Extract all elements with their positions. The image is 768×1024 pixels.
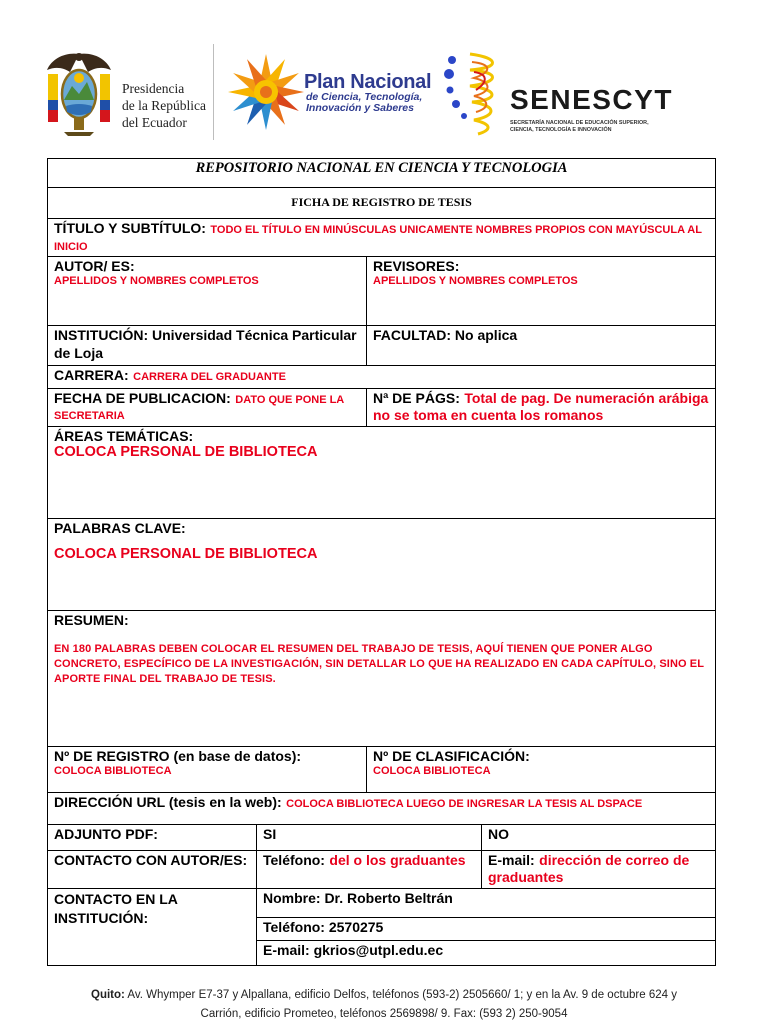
fecha-field[interactable] <box>48 389 367 427</box>
thesis-registration-form <box>47 158 716 966</box>
autor-field[interactable] <box>48 257 367 326</box>
areas-label: ÁREAS TEMÁTICAS: <box>54 428 194 444</box>
presidencia-text <box>122 80 206 131</box>
resumen-label: RESUMEN: <box>54 612 129 628</box>
plan-subtitle-line-2: Innovación y Saberes <box>306 102 414 114</box>
senescyt-subtitle-line-2: CIENCIA, TECNOLOGÍA E INNOVACIÓN <box>510 127 612 133</box>
adjunto-label-cell <box>48 825 257 851</box>
contacto-inst-email-text: E-mail: gkrios@utpl.edu.ec <box>263 942 444 958</box>
contacto-autor-email-label: E-mail: <box>488 852 535 868</box>
senescyt-title: SENESCYT <box>510 84 673 115</box>
institucion-field[interactable] <box>48 326 367 366</box>
autor-value: APELLIDOS Y NOMBRES COMPLETOS <box>54 275 259 287</box>
fecha-value: DATO QUE PONE LA SECRETARIA <box>54 394 344 422</box>
palabras-field[interactable] <box>48 519 716 611</box>
contacto-inst-label: CONTACTO EN LA INSTITUCIÓN: <box>54 891 178 926</box>
revisores-field[interactable] <box>367 257 716 326</box>
url-field[interactable] <box>48 793 716 825</box>
institucion-label: INSTITUCIÓN: Universidad Técnica Particular de Loja <box>54 327 357 361</box>
ecuador-coat-of-arms-icon <box>44 48 114 138</box>
clasificacion-value: COLOCA BIBLIOTECA <box>373 765 491 777</box>
contacto-inst-telefono[interactable] <box>257 918 716 941</box>
footer-line-1-text: Av. Whymper E7-37 y Alpallana, edificio Delfos, teléfonos (593-2) 2505660/ 1; y en la Av. 9 de octubre 624 y <box>127 989 677 1001</box>
contacto-autor-telefono[interactable] <box>257 851 482 889</box>
form-title-text: FICHA DE REGISTRO DE TESIS <box>291 195 472 209</box>
contacto-autor-email[interactable] <box>482 851 716 889</box>
footer-line-2: Carrión, edificio Prometeo, teléfonos 2569898/ 9. Fax: (593 2) 250-9054 <box>200 1008 568 1020</box>
url-value: COLOCA BIBLIOTECA LUEGO DE INGRESAR LA TESIS AL DSPACE <box>286 798 643 810</box>
registro-label: Nº DE REGISTRO (en base de datos): <box>54 748 302 764</box>
senescyt-subtitle-line-1: SECRETARÍA NACIONAL DE EDUCACIÓN SUPERIOR, <box>510 120 649 126</box>
plan-nacional-logo <box>224 50 434 140</box>
plan-nacional-subtitle <box>306 92 422 114</box>
carrera-label: CARRERA: <box>54 367 129 383</box>
dots-helix-logo-icon <box>440 50 510 136</box>
palabras-value: COLOCA PERSONAL DE BIBLIOTECA <box>54 546 318 562</box>
url-label: DIRECCIÓN URL (tesis en la web): <box>54 794 282 810</box>
palabras-label: PALABRAS CLAVE: <box>54 520 186 536</box>
revisores-label: REVISORES: <box>373 258 460 274</box>
contacto-inst-nombre[interactable] <box>257 889 716 918</box>
plan-subtitle-line-1: de Ciencia, Tecnología, <box>306 91 423 103</box>
footer-address <box>0 986 768 1024</box>
footer-line-1 <box>0 986 768 1005</box>
presidencia-line-3: del Ecuador <box>122 115 187 130</box>
contacto-inst-telefono-text: Teléfono: 2570275 <box>263 919 384 935</box>
senescyt-logo <box>440 50 700 140</box>
form-title <box>48 188 716 219</box>
areas-value: COLOCA PERSONAL DE BIBLIOTECA <box>54 444 318 460</box>
repository-title: REPOSITORIO NACIONAL EN CIENCIA Y TECNOLOGIA <box>48 159 716 188</box>
contacto-inst-email[interactable] <box>257 941 716 966</box>
adjunto-label: ADJUNTO PDF: <box>54 826 158 842</box>
plan-nacional-title: Plan Nacional <box>304 71 432 93</box>
footer-city: Quito: <box>91 989 125 1001</box>
paginas-field[interactable] <box>367 389 716 427</box>
resumen-value: EN 180 PALABRAS DEBEN COLOCAR EL RESUMEN DEL TRABAJO DE TESIS, AQUÍ TIENEN QUE PONER ALGO CONCRETO, ESPECÍFICO DE LA INVESTIGACIÓN, SIN DETALLAR LO QUE HA REALIZADO EN CADA CAPÍTULO, SINO EL APORTE FINAL DEL TRABAJO DE TESIS. <box>54 643 704 685</box>
contacto-autor-email-value: dirección de correo de graduantes <box>488 852 690 885</box>
registro-value: COLOCA BIBLIOTECA <box>54 765 172 777</box>
adjunto-no-option[interactable] <box>482 825 716 851</box>
contacto-inst-label-cell <box>48 889 257 966</box>
adjunto-si-label: SI <box>263 826 277 842</box>
contacto-autor-label: CONTACTO CON AUTOR/ES: <box>54 852 248 868</box>
clasificacion-label: Nº DE CLASIFICACIÓN: <box>373 748 530 764</box>
resumen-field[interactable] <box>48 611 716 747</box>
presidencia-line-1: Presidencia <box>122 81 185 96</box>
titulo-label: TÍTULO Y SUBTÍTULO: <box>54 220 206 236</box>
contacto-autor-telefono-value: del o los graduantes <box>329 852 466 868</box>
areas-field[interactable] <box>48 427 716 519</box>
adjunto-no-label: NO <box>488 826 509 842</box>
registro-field[interactable] <box>48 747 367 793</box>
contacto-inst-nombre-text: Nombre: Dr. Roberto Beltrán <box>263 890 453 906</box>
sunburst-logo-icon <box>224 50 308 134</box>
carrera-field[interactable] <box>48 366 716 389</box>
revisores-value: APELLIDOS Y NOMBRES COMPLETOS <box>373 275 578 287</box>
facultad-label: FACULTAD: No aplica <box>373 327 518 343</box>
titulo-value: TODO EL TÍTULO EN MINÚSCULAS UNICAMENTE NOMBRES PROPIOS CON MAYÚSCULA AL INICIO <box>54 224 702 253</box>
adjunto-si-option[interactable] <box>257 825 482 851</box>
contacto-autor-label-cell <box>48 851 257 889</box>
autor-label: AUTOR/ ES: <box>54 258 135 274</box>
header-logos <box>0 0 768 150</box>
header-divider <box>213 44 214 140</box>
clasificacion-field[interactable] <box>367 747 716 793</box>
paginas-value: Total de pag. De numeración arábiga no se toma en cuenta los romanos <box>373 390 709 423</box>
facultad-field[interactable] <box>367 326 716 366</box>
presidencia-line-2: de la República <box>122 98 206 113</box>
presidencia-logo <box>44 48 214 140</box>
carrera-value: CARRERA DEL GRADUANTE <box>133 371 286 383</box>
titulo-field[interactable] <box>48 219 716 257</box>
fecha-label: FECHA DE PUBLICACION: <box>54 390 231 406</box>
contacto-autor-telefono-label: Teléfono: <box>263 852 325 868</box>
senescyt-subtitle <box>510 120 649 134</box>
paginas-label: Nª DE PÁGS: <box>373 390 460 406</box>
